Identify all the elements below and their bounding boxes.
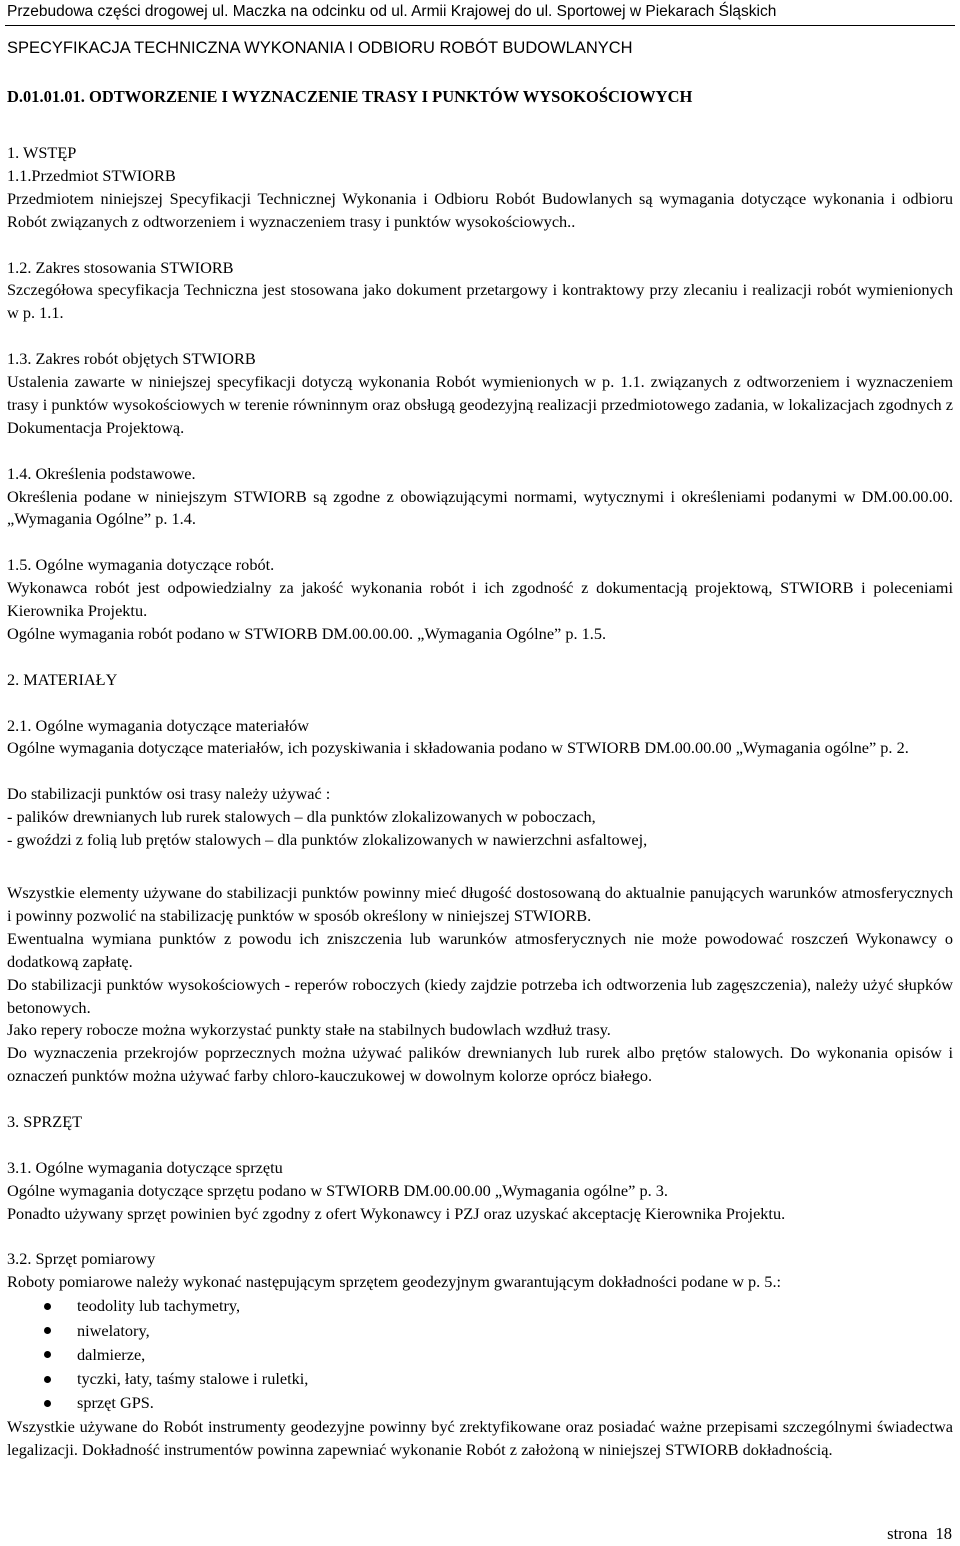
list-item: teodolity lub tachymetry,	[7, 1294, 953, 1318]
subsection-heading-1-5: 1.5. Ogólne wymagania dotyczące robót.	[7, 555, 275, 575]
paragraph-1-2: Szczegółowa specyfikacja Techniczna jest stosowana jako dokument przetargowy i kontraktowy przy zlecaniu i realizacji robót wymienionych w p. 1.1.	[7, 280, 953, 323]
paragraph-3-2-closing: Wszystkie używane do Robót instrumenty geodezyjne powinny być zrektyfikowane oraz posiadać ważne przepisami szczególnymi świadectwa legalizacji. Dokładność instrumentów powinna zapewniać wykonanie Robót z założoną w niniejszej STWIORB dokładnością.	[7, 1416, 953, 1459]
equipment-list	[7, 1294, 953, 1415]
spacer	[7, 1226, 953, 1249]
spacer	[7, 234, 953, 257]
paragraph-1-5-a: Wykonawca robót jest odpowiedzialny za jakość wykonania robót i ich zgodność z dokumentacją projektową, STWIORB i poleceniami Kierownika Projektu.	[7, 578, 953, 621]
paragraph-1-3: Ustalenia zawarte w niniejszej specyfikacji dotyczą wykonania Robót wymienionych w p. 1.1. związanych z odtworzeniem i wyznaczeniem trasy i punktów wysokościowych w terenie równinnym oraz obsługą geodezyjną realizacji przedmiotowego zadania, w lokalizacjach zgodnych z Dokumentacja Projektową.	[7, 372, 953, 437]
subsection-heading-3-2: 3.2. Sprzęt pomiarowy	[7, 1249, 156, 1269]
subsection-heading-1-1: 1.1.Przedmiot STWIORB	[7, 165, 176, 185]
paragraph-3-2-intro: Roboty pomiarowe należy wykonać następującym sprzętem geodezyjnym gwarantującym dokładności podane w p. 5.:	[7, 1272, 782, 1292]
document-code-title: D.01.01.01. ODTWORZENIE I WYZNACZENIE TRASY I PUNKTÓW WYSOKOŚCIOWYCH	[7, 87, 693, 106]
stabilization-item: - gwoździ z folią lub prętów stalowych – dla punktów zlokalizowanych w nawierzchni asfaltowej,	[7, 830, 648, 850]
spacer	[7, 440, 953, 463]
spacer	[7, 325, 953, 348]
stabilization-intro: Do stabilizacji punktów osi trasy należy używać :	[7, 784, 331, 804]
spacer	[7, 1134, 953, 1157]
spacer	[7, 531, 953, 554]
paragraph-3-1-a: Ogólne wymagania dotyczące sprzętu podano w STWIORB DM.00.00.00 „Wymagania ogólne” p. 3.	[7, 1180, 668, 1200]
stabilization-item: - palików drewnianych lub rurek stalowych – dla punktów zlokalizowanych w poboczach,	[7, 807, 596, 827]
paragraph-cross-sections: Do wyznaczenia przekrojów poprzecznych można używać palików drewnianych lub rurek albo prętów stalowych. Do wykonania opisów i oznaczeń punktów można używać farby chloro-kauczukowej w dowolnym kolorze oprócz białego.	[7, 1043, 953, 1086]
spacer	[7, 646, 953, 669]
paragraph-exchange: Ewentualna wymiana punktów z powodu ich zniszczenia lub warunków atmosferycznych nie może powodować roszczeń Wykonawcy o dodatkową zapłatę.	[7, 928, 953, 971]
spacer	[7, 760, 953, 783]
spec-title: SPECYFIKACJA TECHNICZNA WYKONANIA I ODBIORU ROBÓT BUDOWLANYCH	[7, 39, 633, 57]
list-item: tyczki, łaty, taśmy stalowe i ruletki,	[7, 1367, 953, 1391]
section-heading-1: 1. WSTĘP	[7, 143, 77, 162]
spacer	[7, 692, 953, 715]
paragraph-1-1: Przedmiotem niniejszej Specyfikacji Technicznej Wykonania i Odbioru Robót Budowlanych są wymagania dotyczące wykonania i odbioru Robót związanych z odtworzeniem i wyznaczeniem trasy i punktów wysokościowych..	[7, 188, 953, 231]
page-footer	[887, 1523, 952, 1545]
subsection-heading-1-3: 1.3. Zakres robót objętych STWIORB	[7, 349, 256, 369]
spacer	[7, 852, 953, 882]
paragraph-3-1-b: Ponadto używany sprzęt powinien być zgodny z ofert Wykonawcy i PZJ oraz uzyskać akceptację Kierownika Projektu.	[7, 1203, 786, 1223]
list-item: sprzęt GPS.	[7, 1391, 953, 1415]
paragraph-working-benchmarks: Jako repery robocze można wykorzystać punkty stałe na stabilnych budowlach wzdłuż trasy.	[7, 1020, 611, 1040]
subsection-heading-2-1: 2.1. Ogólne wymagania dotyczące materiałów	[7, 715, 309, 735]
paragraph-elements: Wszystkie elementy używane do stabilizacji punktów powinny mieć długość dostosowaną do aktualnie panujących warunków atmosferycznych i powinny pozwolić na stabilizację punktów w sposób określony w niniejszej STWIORB.	[7, 882, 953, 925]
spacer	[7, 1088, 953, 1111]
page-label: strona	[887, 1524, 928, 1543]
list-item: niwelatory,	[7, 1319, 953, 1343]
subsection-heading-1-4: 1.4. Określenia podstawowe.	[7, 463, 196, 483]
paragraph-1-4: Określenia podane w niniejszym STWIORB są zgodne z obowiązującymi normami, wytycznymi i określeniami podanymi w DM.00.00.00. „Wymagania Ogólne” p. 1.4.	[7, 486, 953, 529]
section-heading-3: 3. SPRZĘT	[7, 1112, 83, 1132]
subsection-heading-1-2: 1.2. Zakres stosowania STWIORB	[7, 257, 234, 277]
header-rule	[5, 25, 955, 26]
list-item: dalmierze,	[7, 1343, 953, 1367]
page-number: 18	[935, 1524, 952, 1543]
section-heading-2: 2. MATERIAŁY	[7, 669, 118, 689]
running-header: Przebudowa części drogowej ul. Maczka na odcinku od ul. Armii Krajowej do ul. Sportowej w Piekarach Śląskich	[7, 3, 777, 20]
paragraph-2-1: Ogólne wymagania dotyczące materiałów, ich pozyskiwania i składowania podano w STWIORB DM.00.00.00 „Wymagania ogólne” p. 2.	[7, 738, 909, 758]
document-body	[7, 142, 953, 1462]
paragraph-benchmarks: Do stabilizacji punktów wysokościowych - reperów roboczych (kiedy zajdzie potrzeba ich odtworzenia lub zagęszczenia), należy użyć słupków betonowych.	[7, 974, 953, 1017]
paragraph-1-5-b: Ogólne wymagania robót podano w STWIORB DM.00.00.00. „Wymagania Ogólne” p. 1.5.	[7, 623, 607, 643]
subsection-heading-3-1: 3.1. Ogólne wymagania dotyczące sprzętu	[7, 1157, 283, 1177]
